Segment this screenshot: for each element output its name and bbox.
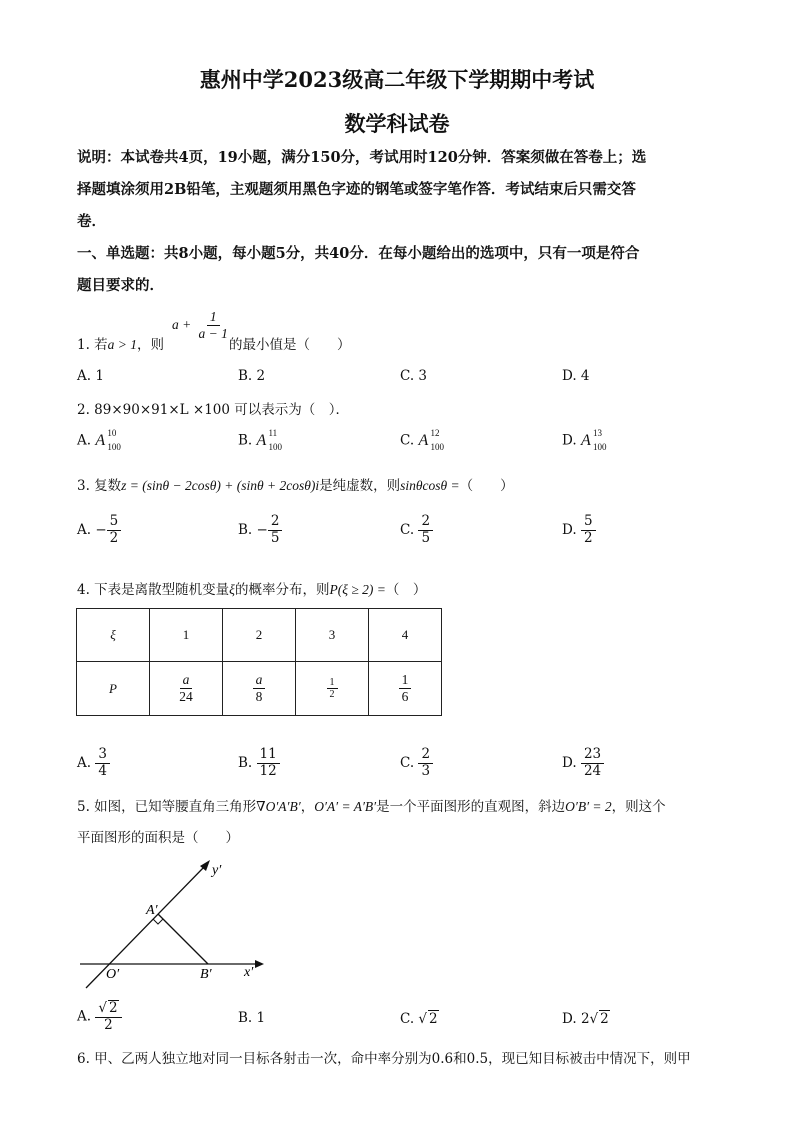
q4-a-frac bbox=[95, 747, 110, 779]
q3-a-label: A. bbox=[77, 522, 92, 539]
right-angle-mark bbox=[153, 919, 163, 924]
table-row bbox=[77, 662, 442, 716]
q2-option-b bbox=[238, 430, 291, 452]
table-row bbox=[77, 609, 442, 662]
q5-a-num: 2 bbox=[108, 1000, 118, 1016]
q2-d-label: D. bbox=[562, 432, 577, 449]
table-cell: 4 bbox=[369, 609, 442, 662]
section-heading-line-1: 一、单选题：共8小题，每小题5分，共40分．在每小题给出的选项中，只有一项是符合 bbox=[77, 245, 640, 262]
q5-suffix: ，则这个 bbox=[611, 799, 666, 815]
q5-option-c: C. √ 2 bbox=[400, 1011, 438, 1027]
q5-a-den: 2 bbox=[104, 1016, 113, 1033]
q1-suffix: 的最小值是（ ） bbox=[229, 337, 351, 353]
table-cell bbox=[150, 662, 223, 716]
q1-option-a: A. 1 bbox=[77, 368, 104, 384]
q1-option-c: C. 3 bbox=[400, 368, 428, 384]
q3-option-c bbox=[400, 514, 433, 546]
instructions-line-3: 卷． bbox=[77, 213, 106, 230]
instructions-line-2: 择题填涂须用2B铅笔，主观题须用黑色字迹的钢笔或签字笔作答．考试结束后只需交答 bbox=[77, 181, 636, 198]
label-o: O′ bbox=[106, 967, 120, 982]
cell-num: 1 bbox=[399, 672, 412, 689]
q5-a-label: A. bbox=[77, 1008, 92, 1025]
question-2: 2. 89×90×91×L ×100 可以表示为（ ）． bbox=[77, 402, 350, 418]
q3-b-den: 5 bbox=[270, 529, 280, 546]
q2-c-perm bbox=[418, 430, 452, 452]
question-5-line-1 bbox=[77, 795, 666, 815]
q4-a-den: 4 bbox=[98, 762, 107, 779]
q5-option-b: B. 1 bbox=[238, 1010, 266, 1026]
table-cell-header: P bbox=[77, 662, 150, 716]
q2-a-sub: 100 bbox=[107, 442, 121, 452]
q3-b-num: 2 bbox=[268, 514, 283, 531]
q2-c-sup: 12 bbox=[430, 428, 440, 438]
q5-triangle: ∇O′A′B′ bbox=[256, 799, 301, 814]
page-title: 惠州中学2023级高二年级下学期期中考试 bbox=[199, 67, 595, 92]
q4-a-label: A. bbox=[77, 755, 92, 772]
q3-option-a bbox=[77, 514, 121, 546]
q4-option-a bbox=[77, 747, 110, 779]
q2-d-symbol: A bbox=[580, 432, 591, 449]
q4-b-den: 12 bbox=[259, 762, 277, 779]
q3-c-num: 2 bbox=[418, 514, 433, 531]
q2-c-symbol: A bbox=[418, 432, 429, 449]
q3-b-label: B. bbox=[238, 522, 253, 539]
question-4 bbox=[77, 578, 426, 598]
q1-option-b: B. 2 bbox=[238, 368, 266, 384]
question-5-line-2: 平面图形的面积是（ ） bbox=[77, 830, 239, 846]
q5-d-label: D. bbox=[562, 1011, 577, 1027]
q2-d-perm bbox=[581, 430, 615, 452]
q2-a-perm bbox=[95, 430, 129, 452]
q1-frac-num: 1 bbox=[207, 309, 220, 326]
q5-eq: O′A′ = A′B′ bbox=[314, 799, 377, 814]
q4-option-d bbox=[562, 747, 604, 779]
q4-suffix: （ ） bbox=[385, 582, 427, 598]
q5-option-a bbox=[77, 1000, 122, 1033]
q2-option-d bbox=[562, 430, 615, 452]
q3-d-frac bbox=[581, 514, 596, 546]
q1-frac-den: a − 1 bbox=[198, 325, 228, 341]
question-1 bbox=[77, 333, 164, 353]
q2-a-sup: 10 bbox=[107, 428, 117, 438]
q2-d-sub: 100 bbox=[592, 442, 607, 452]
q5-option-d: D. 2√ 2 bbox=[562, 1011, 609, 1027]
q2-c-label: C. bbox=[400, 432, 415, 449]
q2-option-a bbox=[77, 430, 129, 452]
q5-c-rad: 2 bbox=[429, 1011, 438, 1027]
table-cell bbox=[223, 662, 296, 716]
q3-d-label: D. bbox=[562, 522, 577, 539]
label-b: B′ bbox=[200, 967, 212, 982]
cell-den: 2 bbox=[329, 689, 335, 700]
q1-option-d: D. 4 bbox=[562, 368, 590, 384]
instructions-line-1: 说明：本试卷共4页，19小题，满分150分，考试用时120分钟．答案须做在答卷上；选 bbox=[77, 149, 647, 166]
q4-c-frac bbox=[418, 747, 433, 779]
q1-prefix: 1. 若 bbox=[77, 337, 108, 353]
q3-option-b bbox=[238, 514, 282, 546]
q3-prefix: 3. 复数 bbox=[77, 478, 122, 494]
q2-b-symbol: A bbox=[256, 432, 267, 449]
q4-a-num: 3 bbox=[95, 747, 110, 764]
q3-c-frac bbox=[418, 514, 433, 546]
q3-c-den: 5 bbox=[421, 529, 431, 546]
q4-option-b bbox=[238, 747, 280, 779]
q2-c-sub: 100 bbox=[430, 442, 444, 452]
q2-option-c bbox=[400, 430, 452, 452]
q3-b-sign: − bbox=[256, 522, 268, 539]
q5-eq2: O′B′ = 2 bbox=[565, 799, 612, 814]
section-heading-line-2: 题目要求的． bbox=[77, 277, 164, 294]
question-3 bbox=[77, 474, 514, 494]
q4-mid: 的概率分布，则 bbox=[234, 582, 330, 598]
q3-suffix: （ ） bbox=[459, 478, 514, 494]
q3-a-sign: − bbox=[95, 522, 107, 539]
label-a: A′ bbox=[146, 903, 158, 918]
q3-expr2: sinθcosθ = bbox=[400, 478, 460, 493]
q2-b-sub: 100 bbox=[268, 442, 283, 452]
q4-c-num: 2 bbox=[418, 747, 433, 764]
q3-expr: z = (sinθ − 2cosθ) + (sinθ + 2cosθ)i bbox=[121, 478, 320, 493]
cell-num: a bbox=[180, 672, 193, 689]
page-subtitle: 数学科试卷 bbox=[344, 111, 450, 136]
q5-d-rad: 2 bbox=[600, 1011, 609, 1027]
q1-expr-a: a + bbox=[172, 317, 192, 333]
q3-d-den: 2 bbox=[583, 529, 593, 546]
q2-b-perm bbox=[257, 430, 291, 452]
q5-d-coef: 2 bbox=[580, 1011, 590, 1027]
segment-ab bbox=[158, 914, 208, 964]
cell-num: a bbox=[253, 672, 266, 689]
cell-den: 8 bbox=[255, 689, 263, 704]
q1-mid: ，则 bbox=[137, 337, 165, 353]
q1-fraction bbox=[196, 309, 231, 341]
q5-a-frac: $\frac{√ 2}{2}$ bbox=[95, 1000, 121, 1033]
q4-d-den: 24 bbox=[583, 762, 602, 779]
q3-b-frac bbox=[268, 514, 283, 546]
q4-d-num: 23 bbox=[581, 747, 604, 764]
x-axis-arrow-icon bbox=[255, 960, 264, 968]
q2-a-symbol: A bbox=[95, 432, 106, 449]
table-cell: 2 bbox=[223, 609, 296, 662]
q4-c-den: 3 bbox=[421, 762, 431, 779]
q4-var: ξ bbox=[229, 582, 235, 597]
table-cell bbox=[369, 662, 442, 716]
q3-option-d bbox=[562, 514, 596, 546]
q4-d-label: D. bbox=[562, 755, 577, 772]
q4-prefix: 4. 下表是离散型随机变量 bbox=[77, 582, 230, 598]
q2-b-sup: 11 bbox=[268, 428, 278, 438]
q1-expression bbox=[172, 309, 231, 341]
q4-b-num: 11 bbox=[257, 747, 280, 764]
label-y: y′ bbox=[212, 863, 222, 878]
q5-mid: 是一个平面图形的直观图，斜边 bbox=[376, 799, 566, 815]
table-cell: 3 bbox=[296, 609, 369, 662]
q2-d-sup: 13 bbox=[592, 428, 602, 438]
q2-a-label: A. bbox=[77, 432, 92, 449]
cell-num: 1 bbox=[327, 677, 338, 690]
table-cell bbox=[296, 662, 369, 716]
q3-c-label: C. bbox=[400, 522, 415, 539]
y-axis-line bbox=[86, 866, 205, 988]
q4-b-label: B. bbox=[238, 755, 253, 772]
q4-expr: P(ξ ≥ 2) = bbox=[329, 582, 386, 597]
q5-prefix: 5. 如图，已知等腰直角三角形 bbox=[77, 799, 257, 815]
q4-d-frac bbox=[581, 747, 604, 779]
q3-a-den: 2 bbox=[109, 529, 119, 546]
table-cell: 1 bbox=[150, 609, 223, 662]
question-6: 6. 甲、乙两人独立地对同一目标各射击一次，命中率分别为0.6和0.5，现已知目标被击中情况下，则甲 bbox=[77, 1051, 691, 1067]
q1-condition: a > 1 bbox=[107, 337, 138, 352]
q3-a-frac bbox=[107, 514, 122, 546]
oblique-triangle-figure bbox=[70, 852, 270, 997]
q4-option-c bbox=[400, 747, 433, 779]
q3-a-num: 5 bbox=[107, 514, 122, 531]
label-x: x′ bbox=[244, 965, 254, 980]
q3-mid: 是纯虚数，则 bbox=[319, 478, 401, 494]
distribution-table bbox=[76, 608, 442, 716]
q3-d-num: 5 bbox=[581, 514, 596, 531]
q2-b-label: B. bbox=[238, 432, 253, 449]
q4-b-frac bbox=[257, 747, 280, 779]
q4-c-label: C. bbox=[400, 755, 415, 772]
q5-c-label: C. bbox=[400, 1011, 415, 1027]
cell-den: 6 bbox=[401, 689, 409, 704]
q5-sep: ， bbox=[300, 799, 315, 815]
cell-den: 24 bbox=[179, 689, 193, 704]
table-cell-header: ξ bbox=[77, 609, 150, 662]
